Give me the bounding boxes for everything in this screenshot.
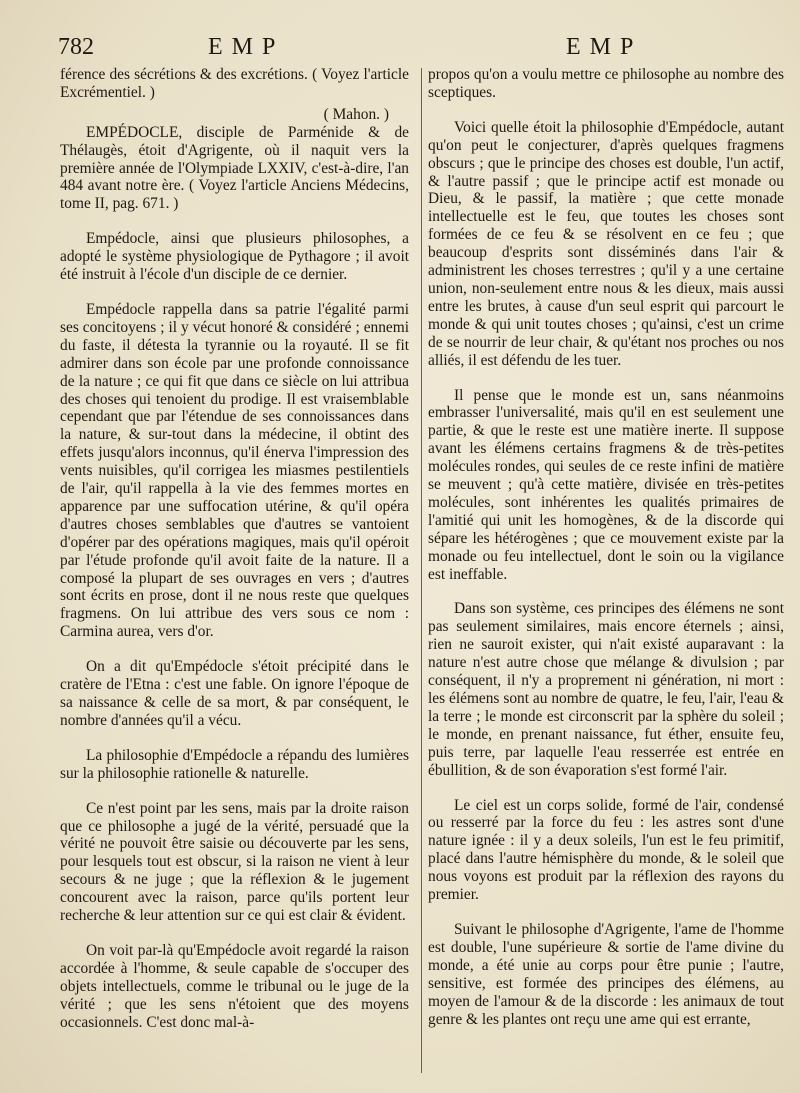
paragraph: Ce n'est point par les sens, mais par la droite raison que ce philosophe a jugé de la vérité, persuadé que la vérité ne pouvoit être saisie ou découverte par les sens, pour lesquels tout est obscur, si la raison ne vient à leur secours & ne juge ; que la réflexion & le jugement concourent avec la raison, parce qu'ils portent leur recherche & leur attention sur ce qui est clair & évident. bbox=[60, 799, 409, 925]
paragraph: Empédocle rappella dans sa patrie l'égalité parmi ses concitoyens ; il y vécut honoré & considéré ; ennemi du faste, il détesta la tyrannie ou la royauté. Il se fit admirer dans son école par une profonde connoissance de la nature ; ce qui fit que dans ce siècle on lui attribua des choses qui tenoient du prodige. Il est vraisemblable cependant que par l'étendue de ses connoissances dans la nature, & sur-tout dans la médecine, il obtint des effets jusqu'alors inconnus, qu'il énerva l'impression des vents nuisibles, qu'il corrigea les miasmes pestilentiels de l'air, qu'il rappella à la vie des femmes mortes en apparence par une suffocation utérine, & qu'il opéra d'autres choses semblables que d'autres se vantoient d'opérer par des opérations magiques, mais qu'il opéroit par l'étude profonde qu'il avoit faite de la nature. Il a composé la plupart de ses ouvrages en vers ; d'autres sont écrits en prose, dont il ne nous reste que quelques fragmens. On lui attribue des vers sous ce nom : Carmina aurea, vers d'or. bbox=[60, 300, 409, 641]
paragraph: férence des sécrétions & des excrétions. ( Voyez l'article Excrémentiel. ) bbox=[60, 66, 409, 101]
paragraph: La philosophie d'Empédocle a répandu des lumières sur la philosophie rationelle & naturelle. bbox=[60, 746, 409, 782]
paragraph: On a dit qu'Empédocle s'étoit précipité dans le cratère de l'Etna : c'est une fable. On ignore l'époque de sa naissance & celle de sa mort, & par conséquent, le nombre d'années qu'il a vécu. bbox=[60, 658, 409, 729]
paragraph: Il pense que le monde est un, sans néanmoins embrasser l'universalité, mais qu'il en est seulement une partie, & que le reste est une matière inerte. Il suppose avant les élémens certains fragmens & de très-petites molécules rondes, qui seules de ce reste infini de matière se meuvent ; qu'à cette matière, divisée en très-petites molécules, sont inhérentes les qualités primaires de l'amitié qui unit les homogènes, & de la discorde qui sépare les hétérogènes ; que ce mouvement existe par la monade ou feu intellectuel, dont le soin ou la vigilance est ineffable. bbox=[428, 386, 784, 583]
paragraph: On voit par-là qu'Empédocle avoit regardé la raison accordée à l'homme, & seule capable de s'occuper des objets intellectuels, comme le tribunal ou le juge de la vérité ; que les sens n'étoient que des moyens occasionnels. C'est donc mal-à- bbox=[60, 941, 409, 1031]
paragraph: Voici quelle étoit la philosophie d'Empédocle, autant qu'on peut le conjecturer, d'après quelques fragmens obscurs ; que le principe des choses est double, l'un actif, & l'autre passif ; que le principe actif est monade ou Dieu, & le passif, la matière ; que cette monade intellectuelle est le feu, que toutes les choses sont formées de ce feu & se résolvent en ce feu ; que beaucoup d'esprits sont disséminés dans l'air & administrent les choses terrestres ; qu'il y a une certaine union, non-seulement entre nous & les dieux, mais aussi entre les brutes, à cause d'un seul esprit qui parcourt le monde & qui unit toutes choses ; qu'ainsi, c'est un crime de se nourrir de leur chair, & qu'étant nos proches ou nos alliés, il est défendu de les tuer. bbox=[428, 118, 784, 369]
page-number: 782 bbox=[58, 34, 94, 60]
paragraph: propos qu'on a voulu mettre ce philosophe au nombre des sceptiques. bbox=[428, 66, 784, 101]
paragraph: Le ciel est un corps solide, formé de l'air, condensé ou resserré par la force du feu : les astres sont d'une nature ignée : il y a deux soleils, l'un est le feu primitif, placé dans l'autre hémisphère du monde, & le soleil que nous voyons est produit par la réflexion des rayons du premier. bbox=[428, 796, 784, 904]
paragraph: Empédocle, ainsi que plusieurs philosophes, a adopté le système physiologique de Pythagore ; il avoit été instruit à l'école d'un disciple de ce dernier. bbox=[60, 230, 409, 284]
article-heading-paragraph: EMPÉDOCLE, disciple de Parménide & de Thélaugès, étoit d'Agrigente, où il naquit vers la première année de l'Olympiade LXXIV, c'est-à-dire, l'an 484 avant notre ère. ( Voyez l'article Anciens Médecins, tome II, pag. 671. ) bbox=[60, 123, 409, 213]
author-signature: ( Mahon. ) bbox=[323, 105, 389, 123]
column-divider bbox=[421, 68, 422, 1073]
running-header bbox=[58, 30, 780, 62]
left-column-heading: EMP bbox=[208, 34, 285, 60]
paragraph: Suivant le philosophe d'Agrigente, l'ame de l'homme est double, l'une supérieure & sortie de l'ame divine du monde, a été unie au corps pour être punie ; l'autre, sensitive, est formée des principes des élémens, au moyen de l'amour & de la discorde : les animaux de tout genre & les plantes ont reçu une ame qui est errante, bbox=[428, 920, 784, 1028]
left-column bbox=[60, 66, 409, 1032]
right-column-heading: EMP bbox=[566, 34, 643, 60]
right-column bbox=[428, 66, 784, 1028]
paragraph: Dans son système, ces principes des élémens ne sont pas seulement similaires, mais encore éternels ; ainsi, rien ne sauroit exister, qui n'ait existé auparavant : la nature n'est autre chose que mélange & divulsion ; par conséquent, il n'y a proprement ni génération, ni mort : les élémens sont au nombre de quatre, le feu, l'air, l'eau & la terre ; le monde est circonscrit par la sphère du soleil ; le monde, en prenant naissance, fut éther, ensuite feu, puis terre, par laquelle l'eau resserrée est entrée en ébullition, & de son évaporation s'est formé l'air. bbox=[428, 600, 784, 779]
